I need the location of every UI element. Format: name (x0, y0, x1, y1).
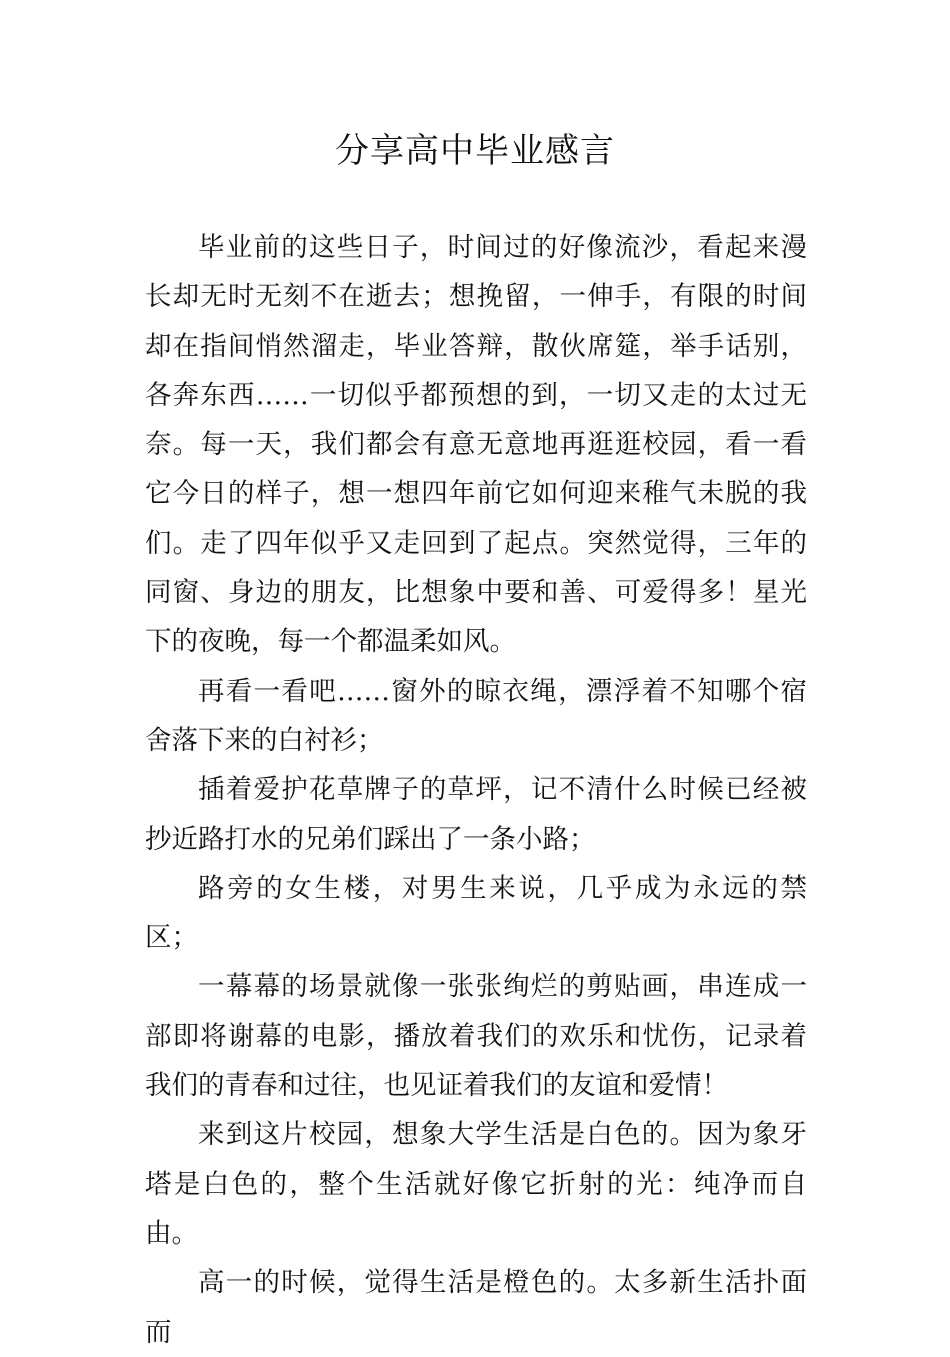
paragraph: 高一的时候，觉得生活是橙色的。太多新生活扑面而 (145, 1267, 807, 1348)
paragraph: 插着爱护花草牌子的草坪，记不清什么时候已经被抄近路打水的兄弟们踩出了一条小路； (145, 774, 807, 855)
document-title: 分享高中毕业感言 (335, 131, 615, 171)
paragraph: 路旁的女生楼，对男生来说，几乎成为永远的禁区； (145, 872, 807, 954)
document-body (145, 223, 807, 1357)
paragraph: 一幕幕的场景就像一张张绚烂的剪贴画，串连成一部即将谢幕的电影，播放着我们的欢乐和忧伤，记录着我们的青春和过往，也见证着我们的友谊和爱情！ (145, 971, 807, 1102)
paragraph: 再看一看吧……窗外的晾衣绳，漂浮着不知哪个宿舍落下来的白衬衫； (145, 675, 807, 756)
paragraph: 来到这片校园，想象大学生活是白色的。因为象牙塔是白色的，整个生活就好像它折射的光：纯净而自由。 (145, 1119, 807, 1249)
paragraph: 毕业前的这些日子，时间过的好像流沙，看起来漫长却无时无刻不在逝去；想挽留，一伸手，有限的时间却在指间悄然溜走，毕业答辩，散伙席筵，举手话别，各奔东西……一切似乎都预想的到，一切又走的太过无奈。每一天，我们都会有意无意地再逛逛校园，看一看它今日的样子，想一想四年前它如何迎来稚气未脱的我们。走了四年似乎又走回到了起点。突然觉得，三年的同窗、身边的朋友，比想象中要和善、可爱得多！星光下的夜晚，每一个都温柔如风。 (145, 232, 807, 658)
